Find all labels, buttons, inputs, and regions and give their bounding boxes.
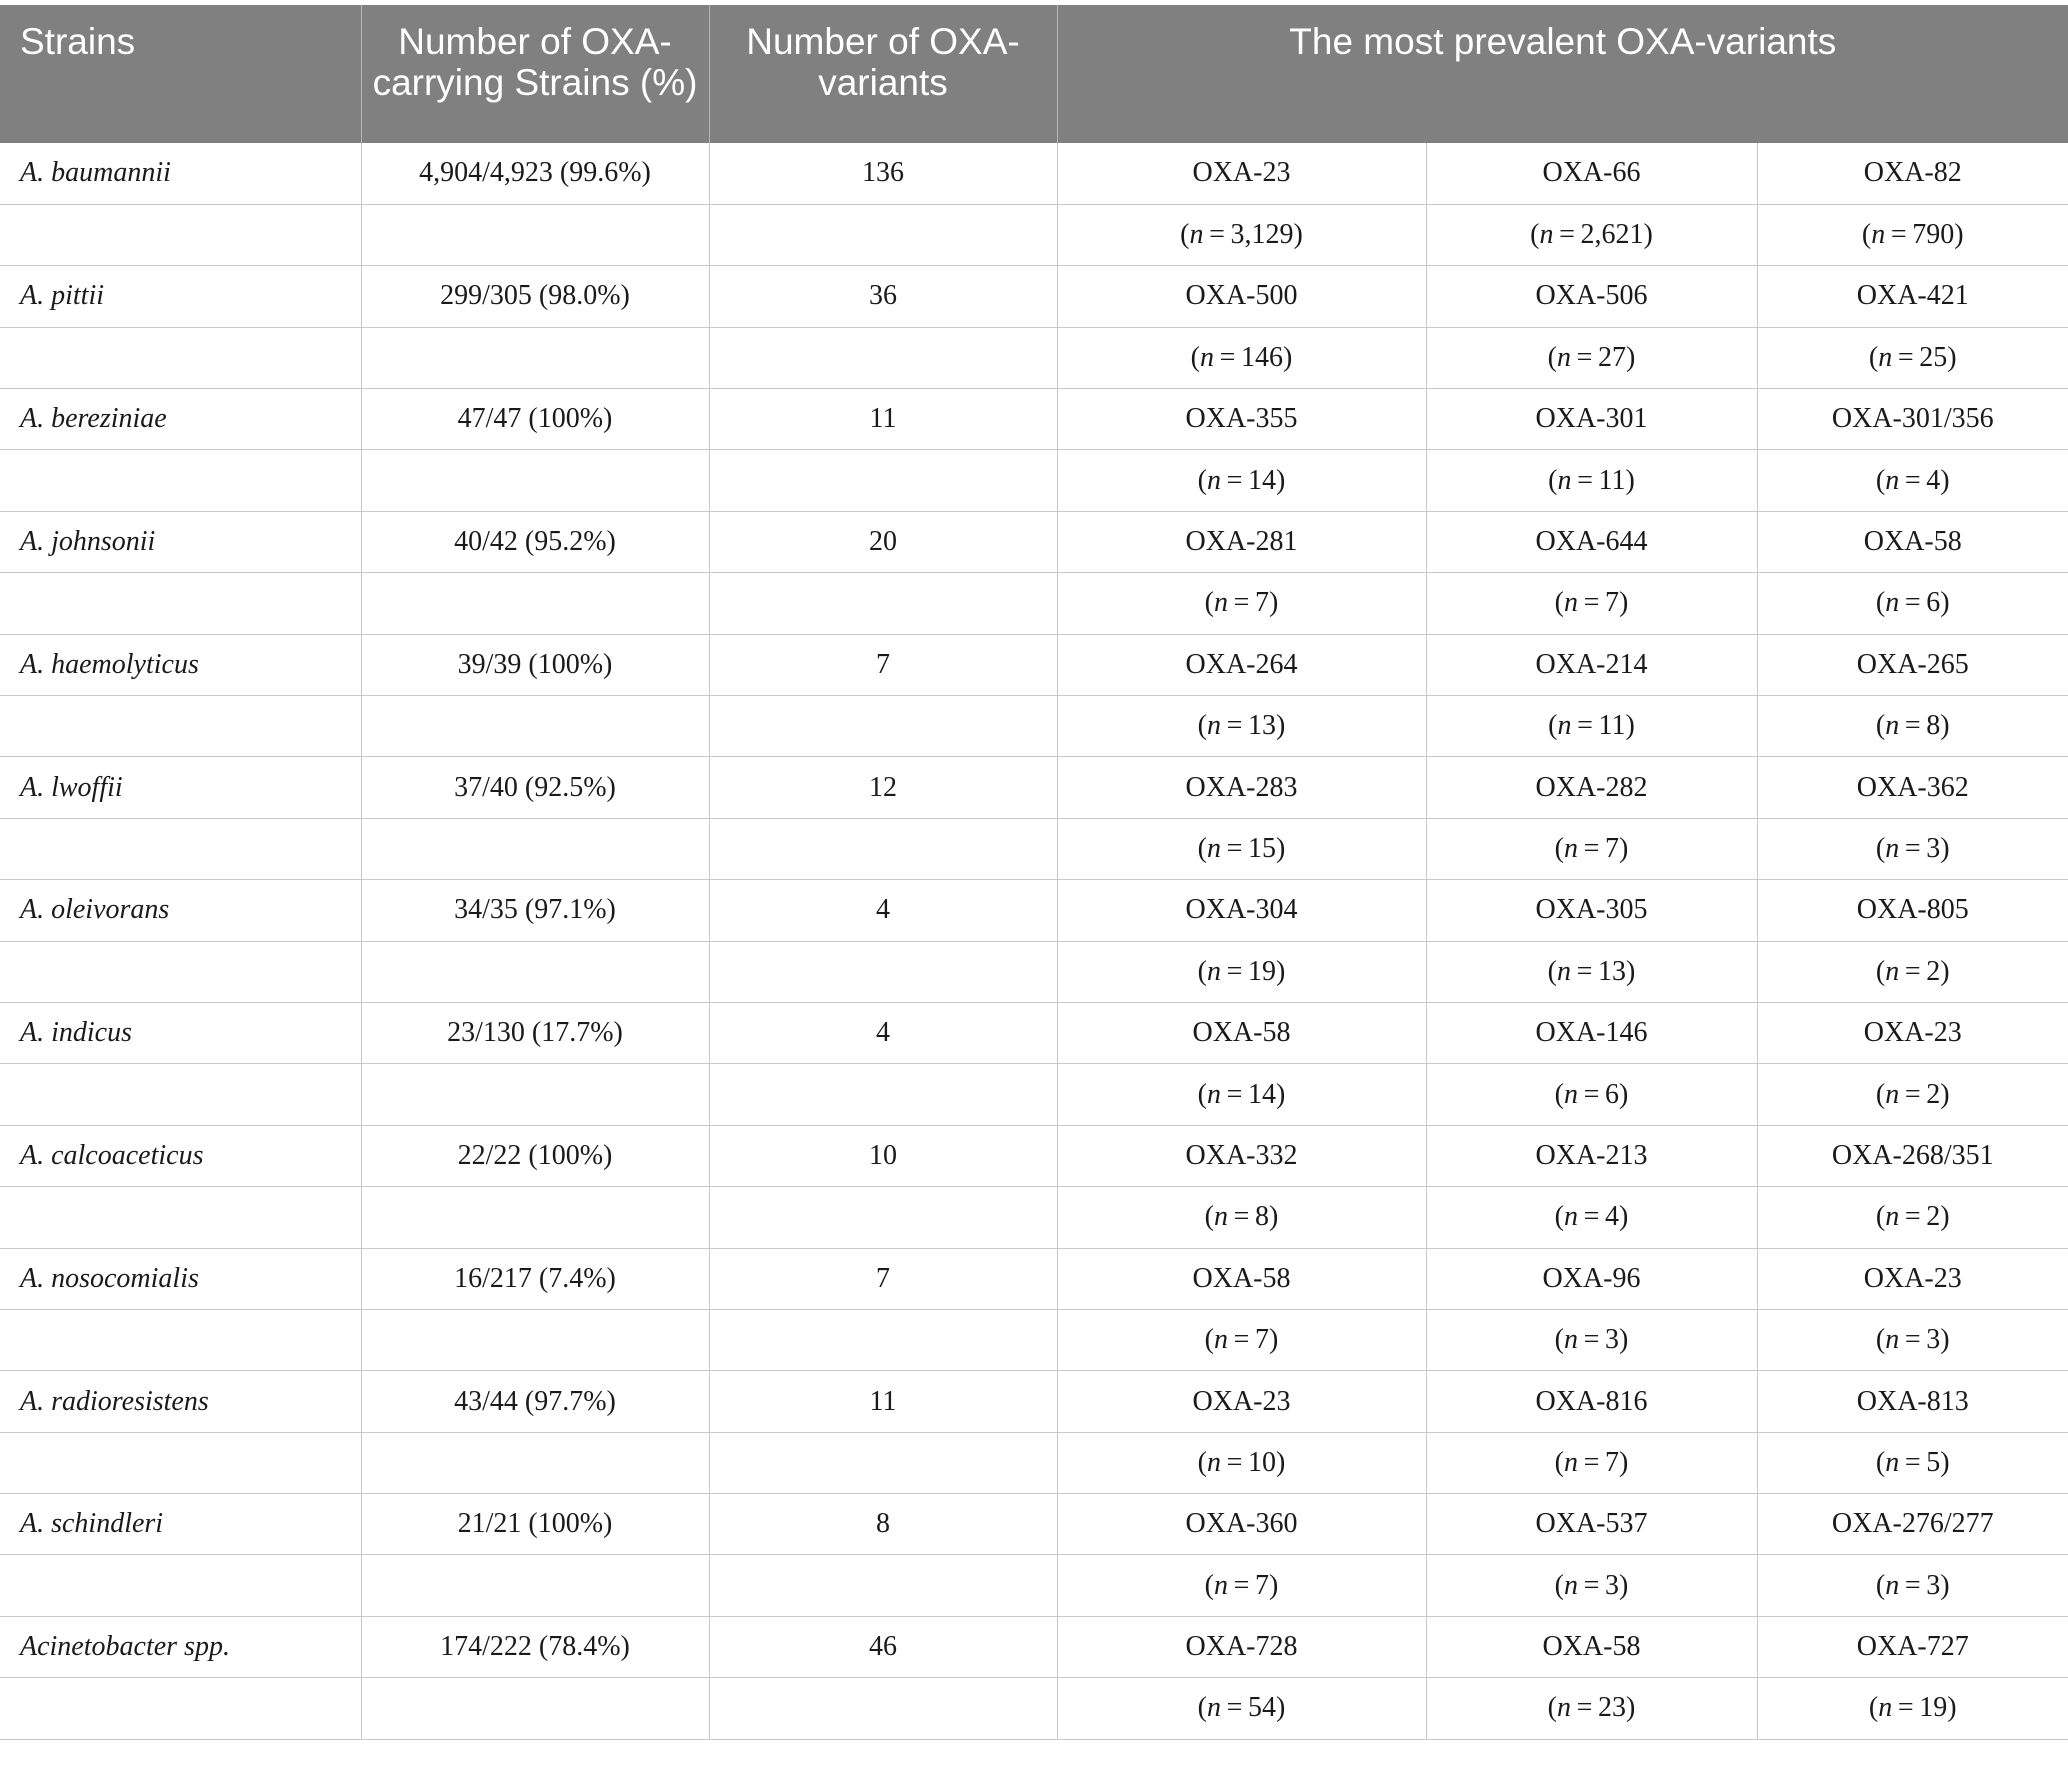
oxa-variants-cell: 11 [709,1371,1057,1432]
empty-cell [361,573,709,634]
oxa-variants-cell: 36 [709,266,1057,327]
empty-cell [0,1309,361,1370]
variant-count-value: 3 [1926,1569,1941,1601]
strain-name-cell: A. lwoffii [0,757,361,818]
variant-count-cell: (n = 7) [1057,573,1426,634]
oxa-carrying-cell: 16/217 (7.4%) [361,1248,709,1309]
strain-name-cell: A. haemolyticus [0,634,361,695]
table-row-counts [0,1187,2068,1248]
table-row [0,1371,2068,1432]
variant-count-value: 11 [1598,464,1626,496]
variant-count-value: 11 [1598,710,1626,742]
variant-name-cell: OXA-58 [1757,511,2068,572]
variant-name-cell: OXA-23 [1757,1002,2068,1063]
variant-count-value: 6 [1926,587,1941,619]
header-oxa-variants-count: Number of OXA-variants [709,5,1057,143]
oxa-carrying-cell: 23/130 (17.7%) [361,1002,709,1063]
empty-cell [709,1555,1057,1616]
table-row-counts [0,1432,2068,1493]
empty-cell [361,818,709,879]
variant-count-value: 7 [1255,1569,1269,1601]
variant-name-cell: OXA-805 [1757,880,2068,941]
empty-cell [361,1432,709,1493]
oxa-variants-cell: 20 [709,511,1057,572]
table-row [0,1002,2068,1063]
variant-count-value: 3 [1605,1569,1619,1601]
variant-count-cell: (n = 7) [1426,818,1757,879]
variant-name-cell: OXA-96 [1426,1248,1757,1309]
variant-count-cell: (n = 13) [1057,696,1426,757]
variant-count-cell: (n = 6) [1426,1064,1757,1125]
strain-name-cell: A. indicus [0,1002,361,1063]
variant-count-value: 27 [1598,341,1626,373]
empty-cell [361,1678,709,1739]
table-row-counts [0,327,2068,388]
variant-count-cell: (n = 3) [1426,1555,1757,1616]
variant-count-cell: (n = 6) [1757,573,2068,634]
empty-cell [709,573,1057,634]
variant-count-cell: (n = 19) [1757,1678,2068,1739]
variant-count-cell: (n = 3,129) [1057,204,1426,265]
oxa-variants-table [0,5,2068,1740]
strain-name-cell: A. schindleri [0,1494,361,1555]
variant-count-cell: (n = 3) [1757,1555,2068,1616]
variant-count-value: 2,621 [1580,219,1644,251]
table-row [0,266,2068,327]
oxa-variants-cell: 10 [709,1125,1057,1186]
variant-count-value: 2 [1926,1201,1941,1233]
table-row [0,143,2068,204]
variant-name-cell: OXA-362 [1757,757,2068,818]
variant-count-cell: (n = 3) [1757,1309,2068,1370]
variant-count-value: 19 [1919,1692,1948,1724]
variant-name-cell: OXA-421 [1757,266,2068,327]
variant-name-cell: OXA-58 [1057,1248,1426,1309]
variant-name-cell: OXA-23 [1057,143,1426,204]
variant-name-cell: OXA-58 [1057,1002,1426,1063]
variant-count-cell: (n = 2) [1757,941,2068,1002]
variant-name-cell: OXA-360 [1057,1494,1426,1555]
variant-count-value: 3 [1605,1324,1619,1356]
variant-count-cell: (n = 2,621) [1426,204,1757,265]
empty-cell [0,1432,361,1493]
variant-count-value: 3 [1926,1324,1941,1356]
empty-cell [0,1187,361,1248]
empty-cell [709,1432,1057,1493]
oxa-carrying-cell: 21/21 (100%) [361,1494,709,1555]
empty-cell [0,818,361,879]
empty-cell [0,204,361,265]
variant-count-value: 3 [1926,832,1941,864]
variant-name-cell: OXA-728 [1057,1616,1426,1677]
variant-count-cell: (n = 14) [1057,1064,1426,1125]
variant-count-value: 19 [1248,955,1276,987]
table-row-counts [0,696,2068,757]
strain-name-cell: A. oleivorans [0,880,361,941]
variant-name-cell: OXA-66 [1426,143,1757,204]
empty-cell [361,941,709,1002]
variant-name-cell: OXA-283 [1057,757,1426,818]
empty-cell [0,1678,361,1739]
variant-name-cell: OXA-23 [1757,1248,2068,1309]
variant-name-cell: OXA-276/277 [1757,1494,2068,1555]
table-row [0,389,2068,450]
empty-cell [709,818,1057,879]
variant-count-cell: (n = 10) [1057,1432,1426,1493]
empty-cell [709,696,1057,757]
table-row [0,880,2068,941]
variant-name-cell: OXA-816 [1426,1371,1757,1432]
variant-name-cell: OXA-265 [1757,634,2068,695]
table-row-counts [0,204,2068,265]
empty-cell [709,1678,1057,1739]
oxa-carrying-cell: 43/44 (97.7%) [361,1371,709,1432]
variant-name-cell: OXA-813 [1757,1371,2068,1432]
empty-cell [361,1064,709,1125]
variant-name-cell: OXA-332 [1057,1125,1426,1186]
header-most-prevalent-variants: The most prevalent OXA-variants [1057,5,2068,143]
variant-count-value: 6 [1605,1078,1619,1110]
header-row [0,5,2068,143]
empty-cell [0,450,361,511]
oxa-carrying-cell: 40/42 (95.2%) [361,511,709,572]
table-body [0,143,2068,1739]
empty-cell [361,327,709,388]
oxa-carrying-cell: 47/47 (100%) [361,389,709,450]
variant-name-cell: OXA-537 [1426,1494,1757,1555]
variant-count-cell: (n = 13) [1426,941,1757,1002]
variant-count-cell: (n = 23) [1426,1678,1757,1739]
oxa-carrying-cell: 174/222 (78.4%) [361,1616,709,1677]
empty-cell [0,1555,361,1616]
empty-cell [361,1309,709,1370]
variant-count-cell: (n = 7) [1057,1555,1426,1616]
strain-name-cell: A. johnsonii [0,511,361,572]
variant-name-cell: OXA-82 [1757,143,2068,204]
variant-name-cell: OXA-58 [1426,1616,1757,1677]
empty-cell [709,1064,1057,1125]
variant-name-cell: OXA-264 [1057,634,1426,695]
variant-count-value: 7 [1255,1324,1269,1356]
strain-name-cell: A. radioresistens [0,1371,361,1432]
strain-name-cell: Acinetobacter spp. [0,1616,361,1677]
variant-count-cell: (n = 8) [1057,1187,1426,1248]
table-row-counts [0,1678,2068,1739]
variant-count-cell: (n = 2) [1757,1064,2068,1125]
table-row-counts [0,818,2068,879]
variant-name-cell: OXA-301/356 [1757,389,2068,450]
empty-cell [361,696,709,757]
variant-name-cell: OXA-727 [1757,1616,2068,1677]
table-row [0,1616,2068,1677]
variant-count-cell: (n = 14) [1057,450,1426,511]
table-row [0,1494,2068,1555]
variant-name-cell: OXA-304 [1057,880,1426,941]
variant-count-value: 4 [1605,1201,1619,1233]
variant-count-cell: (n = 790) [1757,204,2068,265]
empty-cell [709,450,1057,511]
variant-count-value: 23 [1598,1692,1626,1724]
oxa-carrying-cell: 22/22 (100%) [361,1125,709,1186]
variant-count-value: 4 [1926,464,1941,496]
oxa-variants-cell: 4 [709,1002,1057,1063]
empty-cell [0,696,361,757]
strain-name-cell: A. baumannii [0,143,361,204]
variant-name-cell: OXA-23 [1057,1371,1426,1432]
empty-cell [0,327,361,388]
variant-count-cell: (n = 25) [1757,327,2068,388]
variant-count-value: 10 [1248,1446,1276,1478]
variant-count-value: 7 [1605,832,1619,864]
variant-count-value: 7 [1255,587,1269,619]
header-strains: Strains [0,5,361,143]
oxa-variants-cell: 7 [709,634,1057,695]
empty-cell [361,1187,709,1248]
strain-name-cell: A. bereziniae [0,389,361,450]
variant-name-cell: OXA-282 [1426,757,1757,818]
empty-cell [709,1187,1057,1248]
empty-cell [709,327,1057,388]
oxa-variants-cell: 4 [709,880,1057,941]
variant-count-cell: (n = 7) [1057,1309,1426,1370]
oxa-variants-cell: 136 [709,143,1057,204]
oxa-variants-cell: 7 [709,1248,1057,1309]
variant-count-cell: (n = 7) [1426,1432,1757,1493]
variant-count-cell: (n = 8) [1757,696,2068,757]
variant-count-cell: (n = 2) [1757,1187,2068,1248]
variant-count-value: 5 [1926,1446,1941,1478]
variant-count-value: 3,129 [1230,219,1294,251]
table-row [0,511,2068,572]
variant-count-cell: (n = 15) [1057,818,1426,879]
variant-count-value: 13 [1248,710,1276,742]
empty-cell [709,1309,1057,1370]
variant-name-cell: OXA-301 [1426,389,1757,450]
oxa-variants-cell: 46 [709,1616,1057,1677]
oxa-carrying-cell: 299/305 (98.0%) [361,266,709,327]
empty-cell [361,1555,709,1616]
variant-count-cell: (n = 5) [1757,1432,2068,1493]
empty-cell [0,1064,361,1125]
empty-cell [709,204,1057,265]
variant-name-cell: OXA-355 [1057,389,1426,450]
variant-count-value: 13 [1598,955,1626,987]
table-row [0,1125,2068,1186]
variant-count-value: 790 [1912,219,1955,251]
variant-count-value: 7 [1605,587,1619,619]
variant-count-value: 2 [1926,955,1941,987]
variant-count-value: 8 [1255,1201,1269,1233]
variant-count-value: 54 [1248,1692,1276,1724]
oxa-carrying-cell: 34/35 (97.1%) [361,880,709,941]
variant-count-cell: (n = 54) [1057,1678,1426,1739]
oxa-variants-cell: 8 [709,1494,1057,1555]
oxa-carrying-cell: 4,904/4,923 (99.6%) [361,143,709,204]
variant-count-value: 2 [1926,1078,1941,1110]
variant-name-cell: OXA-268/351 [1757,1125,2068,1186]
table-row [0,1248,2068,1309]
header-oxa-carrying-strains: Number of OXA-carrying Strains (%) [361,5,709,143]
oxa-variants-cell: 11 [709,389,1057,450]
variant-count-value: 8 [1926,710,1941,742]
variant-name-cell: OXA-644 [1426,511,1757,572]
empty-cell [0,941,361,1002]
variant-name-cell: OXA-213 [1426,1125,1757,1186]
variant-count-cell: (n = 4) [1426,1187,1757,1248]
table-row-counts [0,1555,2068,1616]
empty-cell [361,204,709,265]
table-row-counts [0,1309,2068,1370]
strain-name-cell: A. calcoaceticus [0,1125,361,1186]
variant-count-value: 25 [1919,341,1948,373]
variant-count-cell: (n = 7) [1426,573,1757,634]
variant-name-cell: OXA-281 [1057,511,1426,572]
empty-cell [361,450,709,511]
variant-name-cell: OXA-506 [1426,266,1757,327]
variant-count-value: 7 [1605,1446,1619,1478]
variant-name-cell: OXA-305 [1426,880,1757,941]
variant-count-value: 14 [1248,1078,1276,1110]
variant-count-cell: (n = 19) [1057,941,1426,1002]
oxa-variants-cell: 12 [709,757,1057,818]
strain-name-cell: A. pittii [0,266,361,327]
table-row-counts [0,1064,2068,1125]
oxa-carrying-cell: 37/40 (92.5%) [361,757,709,818]
table-row-counts [0,573,2068,634]
empty-cell [0,573,361,634]
variant-count-cell: (n = 4) [1757,450,2068,511]
variant-name-cell: OXA-146 [1426,1002,1757,1063]
variant-count-value: 15 [1248,832,1276,864]
variant-count-cell: (n = 3) [1757,818,2068,879]
table-row [0,757,2068,818]
oxa-carrying-cell: 39/39 (100%) [361,634,709,695]
variant-count-cell: (n = 146) [1057,327,1426,388]
variant-count-cell: (n = 27) [1426,327,1757,388]
table-row [0,634,2068,695]
variant-count-value: 146 [1241,341,1283,373]
empty-cell [709,941,1057,1002]
variant-count-cell: (n = 11) [1426,450,1757,511]
variant-name-cell: OXA-214 [1426,634,1757,695]
strain-name-cell: A. nosocomialis [0,1248,361,1309]
table-row-counts [0,941,2068,1002]
variant-count-cell: (n = 11) [1426,696,1757,757]
variant-name-cell: OXA-500 [1057,266,1426,327]
table-row-counts [0,450,2068,511]
variant-count-value: 14 [1248,464,1276,496]
variant-count-cell: (n = 3) [1426,1309,1757,1370]
